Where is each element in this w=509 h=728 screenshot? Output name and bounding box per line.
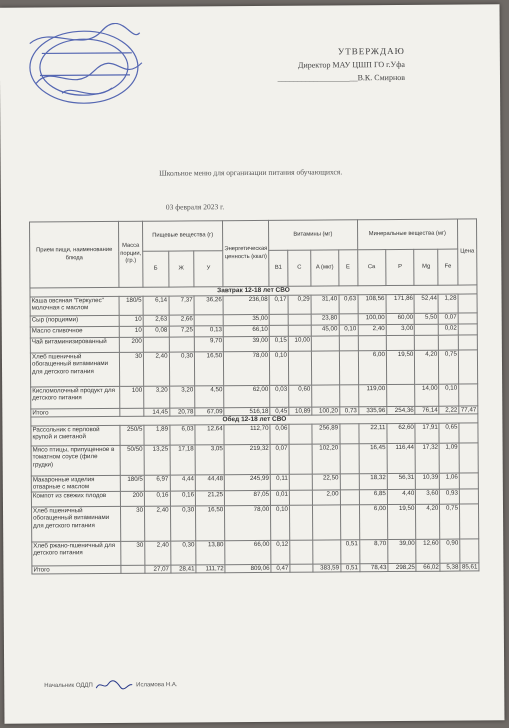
table-cell: 10,00 [288, 336, 311, 351]
document-sheet [0, 4, 504, 723]
table-cell: 39,00 [224, 336, 270, 351]
dish-name: Рассольник с перловой крупой и сметаной [31, 425, 120, 446]
table-cell: 19,50 [386, 350, 415, 384]
table-cell: 9,70 [194, 336, 223, 351]
table-cell: 200 [119, 337, 143, 352]
dish-name: Сыр (порциями) [30, 315, 119, 327]
table-cell: 3,20 [169, 385, 195, 407]
table-cell: 0,75 [439, 350, 459, 384]
table-cell [340, 489, 359, 504]
table-cell: 14,00 [415, 384, 439, 406]
table-cell: 0,90 [440, 539, 460, 563]
table-cell: 6,03 [169, 424, 195, 444]
table-cell: 2,40 [144, 506, 170, 541]
table-cell [312, 384, 340, 406]
table-cell: 21,25 [196, 490, 225, 505]
table-cell: 0,06 [270, 424, 289, 444]
dish-name: Кисломолочный продукт для детского питания [31, 386, 120, 409]
table-cell: 4,44 [170, 474, 196, 490]
table-cell: 31,40 [311, 294, 339, 313]
table-cell [387, 384, 416, 406]
table-cell: 0,93 [440, 489, 460, 504]
table-cell [194, 314, 223, 325]
table-cell: 66,00 [225, 540, 271, 564]
table-cell: 100 [120, 386, 144, 408]
table-cell: 60,00 [386, 313, 415, 324]
total-cell: 77,47 [459, 405, 478, 414]
total-cell: 28,41 [170, 564, 196, 573]
table-cell: 44,48 [195, 474, 224, 490]
header-mass: Масса порции, (гр.) [119, 221, 143, 287]
table-cell: 62,00 [224, 385, 270, 407]
header-a: A (мкг) [311, 250, 339, 286]
total-cell: 100,20 [312, 406, 340, 415]
table-cell: 0,65 [439, 423, 459, 443]
table-cell: 10 [119, 315, 143, 326]
table-cell: 4,20 [415, 350, 439, 384]
table-cell: 78,00 [225, 505, 271, 540]
table-cell [289, 444, 312, 474]
header-fe: Fe [438, 249, 458, 285]
total-cell: 5,38 [440, 563, 460, 572]
signature-icon [94, 679, 134, 691]
table-cell: 100,00 [358, 313, 387, 324]
total-cell [290, 564, 313, 573]
table-cell: 0,03 [270, 385, 289, 407]
table-cell [458, 334, 477, 349]
table-cell [169, 336, 195, 351]
total-cell: 0,51 [341, 563, 360, 572]
dish-name: Масло сливочное [30, 326, 119, 338]
table-cell [289, 490, 312, 505]
table-cell: 30 [121, 541, 145, 565]
table-cell: 0,10 [439, 384, 459, 406]
table-cell: 3,60 [416, 489, 440, 504]
table-cell: 116,44 [387, 443, 416, 473]
table-cell: 250/5 [120, 425, 144, 445]
table-cell [269, 325, 288, 336]
table-cell: 52,44 [414, 294, 438, 313]
table-cell [340, 443, 359, 473]
header-b1: B1 [269, 250, 288, 286]
table-cell: 0,13 [194, 325, 223, 336]
total-label: Итого [32, 565, 121, 574]
table-cell: 87,05 [225, 490, 271, 505]
table-cell [339, 350, 358, 384]
table-cell: 62,60 [387, 423, 416, 443]
table-cell: 0,30 [169, 351, 195, 385]
header-energy: Энергетическая ценность (ккал) [223, 220, 269, 286]
table-cell: 0,29 [288, 295, 311, 314]
table-cell [288, 314, 311, 325]
table-cell [313, 504, 341, 539]
table-cell: 22,11 [358, 423, 387, 443]
table-cell [459, 442, 478, 472]
table-cell: 39,00 [388, 539, 417, 563]
table-cell: 13,25 [144, 445, 170, 475]
table-cell [415, 324, 439, 335]
total-cell: 27,07 [145, 565, 171, 574]
header-vitamins: Витамины (мг) [269, 220, 358, 251]
table-cell: 0,63 [339, 294, 358, 313]
table-row [31, 503, 478, 541]
table-cell: 30 [119, 352, 143, 386]
dish-name: Мясо птицы, припущенное в томатном соусе (филе грудки) [31, 445, 120, 476]
table-cell: 236,08 [223, 295, 269, 314]
table-cell: 5,50 [415, 313, 439, 324]
table-cell: 17,91 [415, 423, 439, 443]
table-cell [290, 540, 313, 564]
table-cell: 30 [120, 506, 144, 541]
header-price: Цена [457, 219, 476, 285]
table-cell [415, 335, 439, 350]
table-cell [458, 349, 477, 383]
total-cell: 78,43 [359, 563, 388, 572]
table-cell [289, 474, 312, 490]
table-cell: 1,89 [144, 425, 170, 445]
total-cell: 20,78 [169, 407, 195, 416]
table-cell: 0,12 [271, 540, 290, 564]
section-title: Обед 12-18 лет СВО [31, 414, 478, 426]
total-cell: 0,47 [271, 564, 290, 573]
table-cell: 0,10 [270, 351, 289, 385]
table-cell: 4,20 [416, 504, 440, 539]
table-cell: 1,06 [440, 473, 460, 489]
table-cell [340, 423, 359, 443]
table-cell: 2,40 [145, 541, 171, 565]
table-cell [269, 314, 288, 325]
table-cell: 0,07 [439, 313, 459, 324]
total-cell: 111,72 [196, 564, 225, 573]
table-cell: 19,50 [387, 504, 416, 539]
table-cell: 78,00 [224, 351, 270, 385]
table-cell: 3,20 [144, 386, 170, 408]
dish-name: Чай витаминизированный [30, 337, 119, 353]
table-cell [459, 503, 478, 538]
table-cell: 256,89 [312, 423, 340, 443]
footer-name: Исламова Н.А. [136, 682, 178, 689]
table-cell: 0,30 [170, 505, 196, 540]
table-cell [289, 505, 312, 540]
table-cell: 1,28 [438, 294, 458, 313]
table-cell: 1,09 [439, 443, 459, 473]
table-cell [459, 383, 478, 405]
table-cell: 119,00 [358, 384, 387, 406]
table-cell: 10,39 [416, 473, 440, 489]
total-cell: 254,36 [387, 406, 416, 415]
total-cell: 76,14 [415, 406, 439, 415]
table-cell: 0,75 [440, 504, 460, 539]
table-cell: 23,80 [311, 313, 339, 324]
table-cell: 0,16 [170, 490, 196, 505]
table-cell: 2,63 [143, 315, 169, 326]
dish-name: Хлеб пшеничный обогащенный витаминами для детского питания [31, 506, 120, 542]
table-cell [288, 325, 311, 336]
table-cell: 10 [119, 326, 143, 337]
table-cell: 6,00 [358, 350, 387, 384]
table-cell: 0,60 [289, 385, 312, 407]
table-cell: 45,00 [311, 324, 339, 335]
table-cell: 16,45 [359, 443, 388, 473]
table-cell [458, 312, 477, 323]
table-cell [458, 293, 477, 312]
table-cell: 3,05 [195, 444, 224, 474]
header-minerals: Минеральные вещества (мг) [357, 219, 458, 250]
table-cell: 108,56 [358, 294, 387, 313]
table-cell: 13,80 [196, 540, 225, 564]
table-cell: 12,64 [195, 424, 224, 444]
table-cell: 2,40 [358, 324, 387, 335]
total-cell: 335,96 [358, 406, 387, 415]
table-row [32, 538, 479, 565]
table-cell [311, 335, 339, 350]
table-cell [313, 539, 341, 563]
table-cell [143, 337, 169, 352]
table-cell: 0,30 [170, 540, 196, 564]
table-cell [460, 538, 479, 562]
header-nutrients: Пищевые вещества (г) [143, 221, 223, 252]
table-cell: 0,07 [270, 444, 289, 474]
table-cell: 16,50 [196, 505, 225, 540]
table-cell [358, 335, 387, 350]
document-date: 03 февраля 2023 г. [165, 202, 225, 212]
menu-table [29, 218, 479, 574]
total-cell: 516,18 [224, 407, 270, 416]
total-cell: 298,25 [388, 563, 417, 572]
table-cell: 180/5 [119, 296, 143, 315]
table-cell: 0,10 [339, 324, 358, 335]
approval-signature-line: ____________________В.К. Смирнов [277, 72, 406, 83]
approval-position: Директор МАУ ЦШП ГО г.Уфа [297, 59, 405, 70]
table-cell: 0,51 [340, 539, 359, 563]
approval-block [277, 45, 405, 85]
table-cell: 56,31 [387, 473, 416, 489]
table-cell: 18,32 [359, 473, 388, 489]
header-e: E [338, 250, 357, 286]
table-row [31, 383, 478, 408]
stamp-seal-icon [22, 23, 153, 109]
table-cell: 3,00 [386, 324, 415, 335]
dish-name: Макаронные изделия отварные с маслом [31, 475, 120, 492]
table-cell: 35,00 [223, 314, 269, 325]
dish-name: Хлеб пшеничный обогащенный витаминами для детского питания [30, 352, 119, 387]
header-zh: Ж [168, 251, 194, 287]
table-cell: 112,70 [224, 424, 270, 444]
dish-name: Хлеб ржано-пшеничный для детского питания [32, 541, 121, 566]
lunch-total-row [32, 562, 479, 574]
total-cell: 2,22 [439, 406, 459, 415]
total-cell: 809,06 [225, 564, 271, 573]
table-cell: 0,02 [439, 324, 459, 335]
total-label: Итого [31, 408, 120, 417]
table-cell: 219,32 [224, 444, 270, 474]
table-cell: 0,17 [269, 295, 288, 314]
table-cell [339, 335, 358, 350]
footer-signature [44, 679, 177, 692]
table-cell [340, 473, 359, 489]
header-u: У [194, 251, 223, 287]
table-cell: 16,50 [195, 351, 224, 385]
table-cell: 6,97 [144, 475, 170, 491]
dish-name: Компот из свежих плодов [31, 491, 120, 507]
menu-table-body [30, 285, 479, 574]
table-cell: 6,00 [359, 504, 388, 539]
table-cell: 66,10 [223, 325, 269, 336]
table-cell [312, 350, 340, 384]
header-p: P [386, 249, 415, 285]
table-cell: 4,50 [195, 385, 224, 407]
table-cell [386, 335, 415, 350]
header-c: C [288, 250, 311, 286]
total-cell: 0,73 [339, 406, 358, 415]
table-cell: 180/5 [120, 475, 144, 491]
table-cell: 2,40 [143, 352, 169, 386]
dish-name: Каша овсяная "Геркулес" молочная с маслом [30, 296, 119, 316]
table-cell: 2,66 [169, 314, 195, 325]
table-cell: 8,70 [359, 539, 388, 563]
header-mg: Mg [414, 249, 438, 285]
total-cell [120, 408, 144, 417]
table-cell: 0,10 [271, 505, 290, 540]
table-cell [459, 488, 478, 503]
table-cell [339, 313, 358, 324]
table-cell [459, 422, 478, 442]
total-cell: 10,89 [289, 407, 312, 416]
table-cell: 171,86 [386, 294, 415, 313]
document-title: Школьное меню для организации питания обучающихся. [159, 167, 343, 178]
table-cell: 245,99 [224, 474, 270, 490]
table-cell: 200 [120, 491, 144, 506]
table-cell: 0,08 [143, 326, 169, 337]
header-ca: Ca [357, 250, 386, 286]
table-cell [458, 323, 477, 334]
total-cell: 67,09 [195, 407, 224, 416]
table-cell: 36,26 [194, 295, 223, 314]
total-cell: 14,45 [144, 408, 170, 417]
approval-title: УТВЕРЖДАЮ [337, 45, 405, 57]
table-cell: 50/50 [120, 445, 144, 475]
table-cell: 12,60 [416, 539, 440, 563]
header-b: Б [143, 251, 169, 287]
table-cell [288, 351, 311, 385]
table-row [31, 442, 478, 475]
table-cell: 7,25 [169, 325, 195, 336]
table-cell: 4,40 [387, 489, 416, 504]
table-cell [289, 424, 312, 444]
table-cell: 2,00 [313, 489, 341, 504]
table-cell: 6,85 [359, 489, 388, 504]
footer-label: Начальник ОДДП [44, 682, 93, 690]
total-cell: 383,59 [313, 563, 341, 572]
table-cell: 0,15 [269, 336, 288, 351]
table-cell [340, 504, 359, 539]
table-cell [339, 384, 358, 406]
table-cell: 0,11 [270, 474, 289, 490]
table-row [30, 349, 477, 386]
table-cell: 17,32 [415, 443, 439, 473]
table-cell: 0,16 [144, 491, 170, 506]
section-title: Завтрак 12-18 лет СВО [30, 285, 477, 297]
table-cell [439, 335, 459, 350]
table-cell: 0,01 [270, 490, 289, 505]
total-cell: 0,45 [270, 407, 289, 416]
table-cell: 102,20 [312, 443, 340, 473]
total-cell [121, 565, 145, 574]
table-cell: 7,37 [169, 295, 195, 314]
table-cell: 6,14 [143, 296, 169, 315]
total-cell: 85,61 [460, 562, 479, 571]
table-cell [459, 472, 478, 488]
table-cell: 22,50 [312, 473, 340, 489]
total-cell: 66,02 [416, 563, 440, 572]
header-meal: Прием пищи, наименование блюда [30, 221, 119, 288]
table-cell: 17,18 [170, 444, 196, 474]
